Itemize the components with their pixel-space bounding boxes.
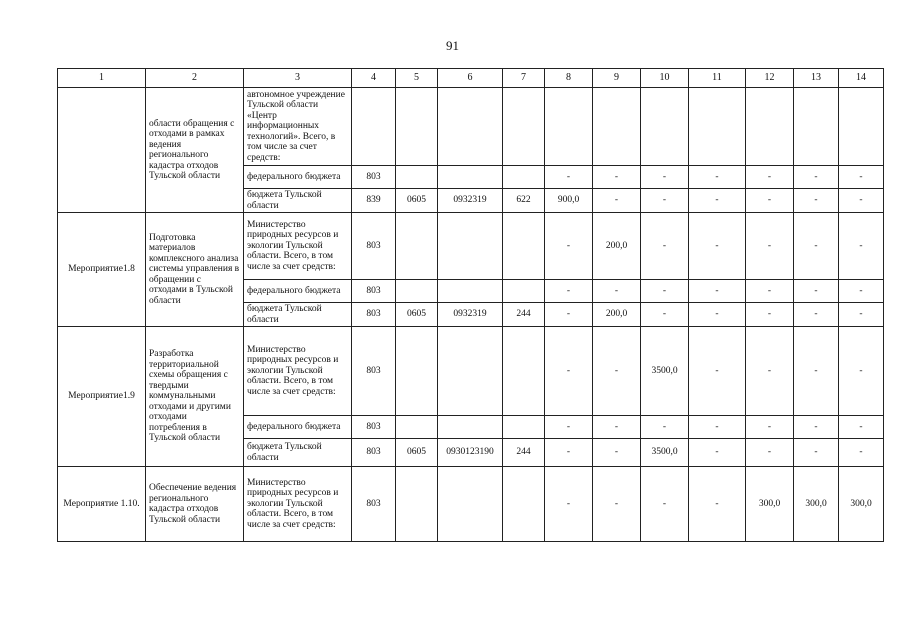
value-cell bbox=[396, 280, 438, 303]
value-cell bbox=[396, 166, 438, 189]
value-cell: - bbox=[839, 280, 884, 303]
value-cell: - bbox=[593, 439, 641, 467]
table-row bbox=[58, 88, 884, 166]
value-cell: - bbox=[794, 303, 839, 327]
value-cell: - bbox=[593, 416, 641, 439]
value-cell bbox=[438, 467, 503, 542]
value-cell bbox=[503, 166, 545, 189]
measure-description: Обеспечение ведения регионального кадастра отходов Тульской области bbox=[146, 467, 244, 542]
value-cell: - bbox=[746, 303, 794, 327]
value-cell: - bbox=[839, 213, 884, 280]
value-cell: - bbox=[746, 189, 794, 213]
measure-description: Подготовка материалов комплексного анализа системы управления в обращении с отходами в Тульской области bbox=[146, 213, 244, 327]
header-cell: 11 bbox=[689, 69, 746, 88]
value-cell bbox=[438, 88, 503, 166]
value-cell: 803 bbox=[352, 213, 396, 280]
value-cell: - bbox=[839, 189, 884, 213]
value-cell: - bbox=[689, 280, 746, 303]
value-cell bbox=[746, 88, 794, 166]
value-cell bbox=[438, 416, 503, 439]
value-cell bbox=[396, 327, 438, 416]
value-cell: - bbox=[641, 166, 689, 189]
value-cell: - bbox=[746, 439, 794, 467]
value-cell: 3500,0 bbox=[641, 439, 689, 467]
value-cell: - bbox=[689, 467, 746, 542]
measure-description: области обращения с отходами в рамках ведения регионального кадастра отходов Тульской области bbox=[146, 88, 244, 213]
value-cell: - bbox=[794, 189, 839, 213]
value-cell bbox=[438, 213, 503, 280]
measure-name bbox=[58, 88, 146, 213]
value-cell: 300,0 bbox=[746, 467, 794, 542]
value-cell: - bbox=[746, 166, 794, 189]
value-cell: - bbox=[689, 303, 746, 327]
executor-cell: бюджета Тульской области bbox=[244, 439, 352, 467]
value-cell: 900,0 bbox=[545, 189, 593, 213]
value-cell: - bbox=[689, 166, 746, 189]
value-cell: 0605 bbox=[396, 189, 438, 213]
value-cell: 803 bbox=[352, 467, 396, 542]
value-cell: - bbox=[641, 467, 689, 542]
executor-cell: федерального бюджета bbox=[244, 280, 352, 303]
executor-cell: федерального бюджета bbox=[244, 416, 352, 439]
value-cell: 803 bbox=[352, 439, 396, 467]
value-cell: - bbox=[641, 416, 689, 439]
header-cell: 10 bbox=[641, 69, 689, 88]
header-cell: 12 bbox=[746, 69, 794, 88]
table-row bbox=[58, 213, 884, 280]
value-cell: - bbox=[593, 467, 641, 542]
value-cell: - bbox=[545, 280, 593, 303]
value-cell: 244 bbox=[503, 439, 545, 467]
value-cell: - bbox=[545, 416, 593, 439]
value-cell bbox=[689, 88, 746, 166]
value-cell: - bbox=[794, 280, 839, 303]
value-cell bbox=[794, 88, 839, 166]
executor-cell: федерального бюджета bbox=[244, 166, 352, 189]
value-cell: - bbox=[545, 327, 593, 416]
value-cell: - bbox=[689, 327, 746, 416]
value-cell: 803 bbox=[352, 303, 396, 327]
value-cell: - bbox=[839, 166, 884, 189]
value-cell: 244 bbox=[503, 303, 545, 327]
value-cell: - bbox=[545, 303, 593, 327]
value-cell: - bbox=[593, 280, 641, 303]
value-cell bbox=[438, 166, 503, 189]
value-cell bbox=[545, 88, 593, 166]
value-cell: - bbox=[689, 213, 746, 280]
value-cell bbox=[396, 416, 438, 439]
table-row bbox=[58, 327, 884, 416]
value-cell: 0605 bbox=[396, 439, 438, 467]
header-cell: 8 bbox=[545, 69, 593, 88]
table-row bbox=[58, 467, 884, 542]
value-cell bbox=[396, 213, 438, 280]
header-row bbox=[58, 69, 884, 88]
value-cell: - bbox=[794, 166, 839, 189]
value-cell: - bbox=[689, 416, 746, 439]
value-cell: - bbox=[641, 189, 689, 213]
value-cell: 300,0 bbox=[794, 467, 839, 542]
header-cell: 14 bbox=[839, 69, 884, 88]
value-cell: - bbox=[593, 189, 641, 213]
value-cell: - bbox=[794, 327, 839, 416]
measure-name: Мероприятие1.8 bbox=[58, 213, 146, 327]
value-cell bbox=[503, 88, 545, 166]
value-cell: 839 bbox=[352, 189, 396, 213]
value-cell: - bbox=[794, 213, 839, 280]
value-cell bbox=[839, 88, 884, 166]
value-cell: 3500,0 bbox=[641, 327, 689, 416]
header-cell: 4 bbox=[352, 69, 396, 88]
value-cell: - bbox=[545, 467, 593, 542]
value-cell bbox=[503, 416, 545, 439]
header-cell: 1 bbox=[58, 69, 146, 88]
header-cell: 6 bbox=[438, 69, 503, 88]
value-cell: - bbox=[839, 303, 884, 327]
executor-cell: бюджета Тульской области bbox=[244, 189, 352, 213]
value-cell: 0932319 bbox=[438, 189, 503, 213]
executor-cell: Министерство природных ресурсов и экологии Тульской области. Всего, в том числе за счет средств: bbox=[244, 213, 352, 280]
value-cell: 0605 bbox=[396, 303, 438, 327]
value-cell: 803 bbox=[352, 280, 396, 303]
value-cell: 200,0 bbox=[593, 213, 641, 280]
header-cell: 5 bbox=[396, 69, 438, 88]
value-cell: - bbox=[593, 166, 641, 189]
measure-name: Мероприятие 1.10. bbox=[58, 467, 146, 542]
value-cell: 300,0 bbox=[839, 467, 884, 542]
value-cell: 803 bbox=[352, 416, 396, 439]
value-cell: 0930123190 bbox=[438, 439, 503, 467]
value-cell bbox=[641, 88, 689, 166]
value-cell: 200,0 bbox=[593, 303, 641, 327]
value-cell: - bbox=[593, 327, 641, 416]
executor-cell: бюджета Тульской области bbox=[244, 303, 352, 327]
value-cell bbox=[503, 280, 545, 303]
value-cell bbox=[593, 88, 641, 166]
page-number: 91 bbox=[446, 38, 459, 53]
value-cell: - bbox=[641, 280, 689, 303]
value-cell: - bbox=[746, 213, 794, 280]
measure-description: Разработка территориальной схемы обращения с твердыми коммунальными отходами и другими отходами потребления в Тульской области bbox=[146, 327, 244, 467]
value-cell: - bbox=[689, 189, 746, 213]
header-cell: 7 bbox=[503, 69, 545, 88]
value-cell: - bbox=[545, 213, 593, 280]
value-cell: - bbox=[545, 166, 593, 189]
value-cell bbox=[396, 467, 438, 542]
value-cell: - bbox=[839, 416, 884, 439]
value-cell: - bbox=[746, 416, 794, 439]
executor-cell: автономное учреждение Тульской области «Центр информационных технологий». Всего, в том числе за счет средств: bbox=[244, 88, 352, 166]
value-cell: - bbox=[794, 416, 839, 439]
value-cell: - bbox=[839, 327, 884, 416]
value-cell bbox=[352, 88, 396, 166]
value-cell: - bbox=[746, 327, 794, 416]
header-cell: 2 bbox=[146, 69, 244, 88]
value-cell: 622 bbox=[503, 189, 545, 213]
header-cell: 13 bbox=[794, 69, 839, 88]
header-cell: 9 bbox=[593, 69, 641, 88]
executor-cell: Министерство природных ресурсов и экологии Тульской области. Всего, в том числе за счет средств: bbox=[244, 467, 352, 542]
value-cell: - bbox=[545, 439, 593, 467]
executor-cell: Министерство природных ресурсов и экологии Тульской области. Всего, в том числе за счет средств: bbox=[244, 327, 352, 416]
value-cell bbox=[503, 327, 545, 416]
value-cell bbox=[438, 327, 503, 416]
value-cell: - bbox=[746, 280, 794, 303]
value-cell bbox=[503, 467, 545, 542]
value-cell bbox=[438, 280, 503, 303]
value-cell: - bbox=[794, 439, 839, 467]
value-cell bbox=[396, 88, 438, 166]
value-cell bbox=[503, 213, 545, 280]
value-cell: 0932319 bbox=[438, 303, 503, 327]
value-cell: 803 bbox=[352, 327, 396, 416]
budget-table bbox=[57, 68, 884, 542]
value-cell: 803 bbox=[352, 166, 396, 189]
value-cell: - bbox=[689, 439, 746, 467]
value-cell: - bbox=[641, 303, 689, 327]
measure-name: Мероприятие1.9 bbox=[58, 327, 146, 467]
header-cell: 3 bbox=[244, 69, 352, 88]
value-cell: - bbox=[839, 439, 884, 467]
value-cell: - bbox=[641, 213, 689, 280]
